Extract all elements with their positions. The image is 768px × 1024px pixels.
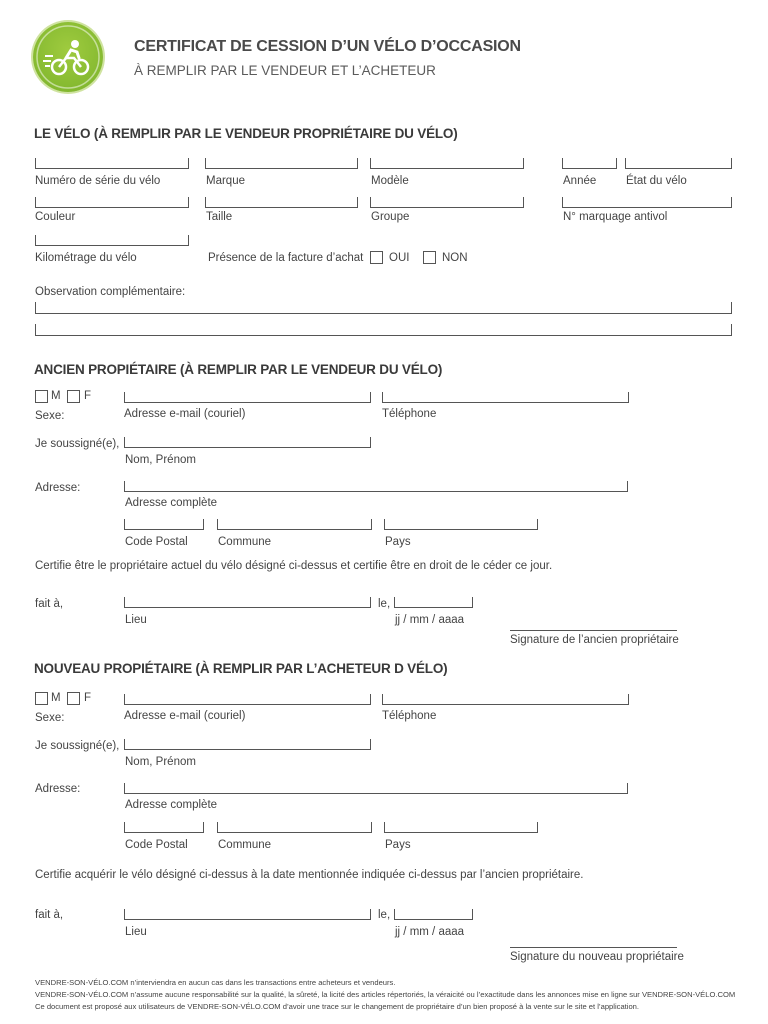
seller-name-field[interactable] xyxy=(124,437,371,448)
seller-female-checkbox[interactable] xyxy=(67,390,80,403)
buyer-sex-label: Sexe: xyxy=(35,712,65,724)
buyer-on-label: le, xyxy=(378,909,391,921)
model-field[interactable] xyxy=(370,158,524,169)
page-title: CERTIFICAT DE CESSION D’UN VÉLO D’OCCASION xyxy=(134,38,521,55)
buyer-date-format: jj / mm / aaaa xyxy=(395,926,465,938)
serial-field[interactable] xyxy=(35,158,189,169)
color-label: Couleur xyxy=(35,211,76,223)
seller-male-label: M xyxy=(51,390,61,402)
mileage-label: Kilométrage du vélo xyxy=(35,252,137,264)
model-label: Modèle xyxy=(371,175,409,187)
condition-label: État du vélo xyxy=(626,175,687,187)
buyer-country-field[interactable] xyxy=(384,822,538,833)
mileage-field[interactable] xyxy=(35,235,189,246)
section-title-velo: LE VÉLO (À REMPLIR PAR LE VENDEUR PROPRIÉTAIRE DU VÉLO) xyxy=(34,126,458,141)
footer-line-1: VENDRE-SON-VÉLO.COM n’interviendra en aucun cas dans les transactions entre acheteurs et vendeurs. xyxy=(35,978,396,987)
buyer-male-checkbox[interactable] xyxy=(35,692,48,705)
seller-postal-label: Code Postal xyxy=(125,536,188,548)
seller-female-label: F xyxy=(84,390,92,402)
buyer-made-at-label: fait à, xyxy=(35,909,64,921)
buyer-full-address-label: Adresse complète xyxy=(125,799,218,811)
buyer-female-label: F xyxy=(84,692,92,704)
invoice-label: Présence de la facture d’achat xyxy=(208,252,364,264)
buyer-name-label: Nom, Prénom xyxy=(125,756,196,768)
buyer-email-label: Adresse e-mail (couriel) xyxy=(124,710,246,722)
section-title-seller: ANCIEN PROPIÉTAIRE (À REMPLIR PAR LE VENDEUR DU VÉLO) xyxy=(34,362,443,377)
year-field[interactable] xyxy=(562,158,617,169)
seller-postal-field[interactable] xyxy=(124,519,204,530)
group-label: Groupe xyxy=(371,211,410,223)
size-label: Taille xyxy=(206,211,233,223)
seller-date-format: jj / mm / aaaa xyxy=(395,614,465,626)
seller-email-field[interactable] xyxy=(124,392,371,403)
serial-label: Numéro de série du vélo xyxy=(35,175,161,187)
buyer-signature-label: Signature du nouveau propriétaire xyxy=(510,951,684,963)
seller-date-field[interactable] xyxy=(394,597,473,608)
buyer-email-field[interactable] xyxy=(124,694,371,705)
seller-address-field[interactable] xyxy=(124,481,628,492)
seller-sex-label: Sexe: xyxy=(35,410,65,422)
observation-field-2[interactable] xyxy=(35,324,732,336)
condition-field[interactable] xyxy=(625,158,732,169)
seller-made-at-label: fait à, xyxy=(35,598,64,610)
brand-label: Marque xyxy=(206,175,245,187)
buyer-name-field[interactable] xyxy=(124,739,371,750)
buyer-certify-text: Certifie acquérir le vélo désigné ci-dessus à la date mentionnée indiquée ci-dessus par l’ancien propriétaire. xyxy=(35,869,584,881)
seller-phone-label: Téléphone xyxy=(382,408,437,420)
antitheft-label: N° marquage antivol xyxy=(563,211,668,223)
buyer-date-field[interactable] xyxy=(394,909,473,920)
buyer-postal-label: Code Postal xyxy=(125,839,188,851)
buyer-phone-label: Téléphone xyxy=(382,710,437,722)
buyer-undersigned-label: Je soussigné(e), xyxy=(35,740,120,752)
invoice-yes-label: OUI xyxy=(389,252,410,264)
footer-line-2: VENDRE-SON-VÉLO.COM n’assume aucune responsabilité sur la qualité, la sûreté, la licité des articles répertoriés, la véraicité ou l’exactitude dans les annonces mise en ligne sur VENDRE-SON-VÉLO.COM xyxy=(35,990,736,999)
seller-undersigned-label: Je soussigné(e), xyxy=(35,438,120,450)
buyer-postal-field[interactable] xyxy=(124,822,204,833)
group-field[interactable] xyxy=(370,197,524,208)
invoice-no-label: NON xyxy=(442,252,468,264)
seller-on-label: le, xyxy=(378,598,391,610)
seller-town-field[interactable] xyxy=(217,519,372,530)
buyer-phone-field[interactable] xyxy=(382,694,629,705)
cyclist-icon xyxy=(33,22,103,92)
seller-signature-line[interactable] xyxy=(510,630,677,631)
observation-label: Observation complémentaire: xyxy=(35,286,186,298)
buyer-address-field[interactable] xyxy=(124,783,628,794)
observation-field-1[interactable] xyxy=(35,302,732,314)
buyer-female-checkbox[interactable] xyxy=(67,692,80,705)
page-subtitle: À REMPLIR PAR LE VENDEUR ET L’ACHETEUR xyxy=(134,63,436,78)
seller-full-address-label: Adresse complète xyxy=(125,497,218,509)
buyer-place-label: Lieu xyxy=(125,926,147,938)
year-label: Année xyxy=(563,175,597,187)
brand-field[interactable] xyxy=(205,158,358,169)
footer-line-3: Ce document est proposé aux utilisateurs de VENDRE-SON-VÉLO.COM d’avoir une trace sur le changement de propriétaire d’un bien proposé à la vente sur le site et l’application. xyxy=(35,1002,640,1011)
seller-country-field[interactable] xyxy=(384,519,538,530)
seller-town-label: Commune xyxy=(218,536,272,548)
seller-phone-field[interactable] xyxy=(382,392,629,403)
logo xyxy=(33,22,103,92)
seller-signature-label: Signature de l’ancien propriétaire xyxy=(510,634,679,646)
buyer-place-field[interactable] xyxy=(124,909,371,920)
seller-place-label: Lieu xyxy=(125,614,147,626)
seller-certify-text: Certifie être le propriétaire actuel du vélo désigné ci-dessus et certifie être en droit de le céder ce jour. xyxy=(35,560,553,572)
antitheft-field[interactable] xyxy=(562,197,732,208)
seller-male-checkbox[interactable] xyxy=(35,390,48,403)
seller-country-label: Pays xyxy=(385,536,411,548)
invoice-yes-checkbox[interactable] xyxy=(370,251,383,264)
size-field[interactable] xyxy=(205,197,358,208)
section-title-buyer: NOUVEAU PROPIÉTAIRE (À REMPLIR PAR L’ACHETEUR D VÉLO) xyxy=(34,661,448,676)
buyer-country-label: Pays xyxy=(385,839,411,851)
seller-place-field[interactable] xyxy=(124,597,371,608)
invoice-no-checkbox[interactable] xyxy=(423,251,436,264)
buyer-male-label: M xyxy=(51,692,61,704)
seller-address-label: Adresse: xyxy=(35,482,81,494)
color-field[interactable] xyxy=(35,197,189,208)
seller-email-label: Adresse e-mail (couriel) xyxy=(124,408,246,420)
buyer-town-label: Commune xyxy=(218,839,272,851)
seller-name-label: Nom, Prénom xyxy=(125,454,196,466)
buyer-town-field[interactable] xyxy=(217,822,372,833)
buyer-address-label: Adresse: xyxy=(35,783,81,795)
buyer-signature-line[interactable] xyxy=(510,947,677,948)
